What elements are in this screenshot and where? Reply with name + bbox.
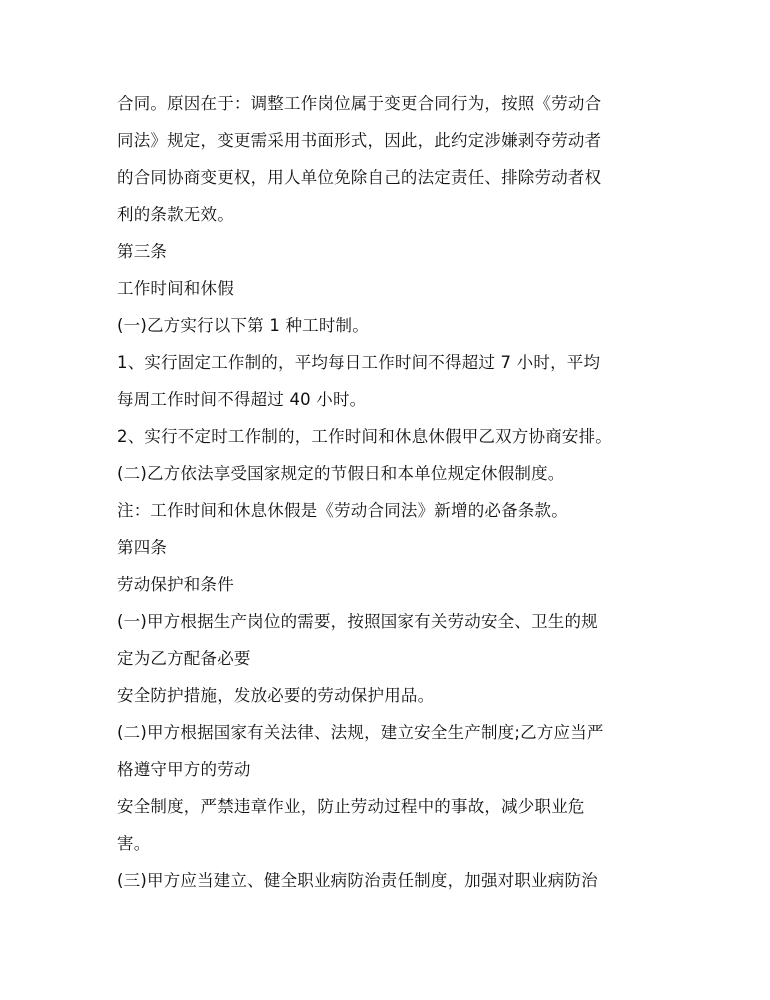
- text-line: (一)甲方根据生产岗位的需要，按照国家有关劳动安全、卫生的规: [117, 612, 598, 631]
- text-line: 害。: [117, 834, 151, 853]
- note-line: 注：工作时间和休息休假是《劳动合同法》新增的必备条款。: [117, 501, 568, 520]
- text-line: 1、实行固定工作制的，平均每日工作时间不得超过 7 小时，平均: [117, 353, 601, 372]
- text-line: 每周工作时间不得超过 40 小时。: [117, 390, 367, 409]
- article-heading: 第四条: [117, 538, 168, 557]
- section-title: 工作时间和休假: [117, 279, 234, 298]
- text-line: 合同。原因在于：调整工作岗位属于变更合同行为，按照《劳动合: [117, 94, 602, 113]
- document-body: [117, 85, 657, 899]
- section-title: 劳动保护和条件: [117, 575, 234, 594]
- text-line: 的合同协商变更权，用人单位免除自己的法定责任、排除劳动者权: [117, 168, 602, 187]
- text-line: 格遵守甲方的劳动: [117, 760, 251, 779]
- text-line: 安全制度，严禁违章作业，防止劳动过程中的事故，减少职业危: [117, 797, 585, 816]
- text-line: (二)乙方依法享受国家规定的节假日和本单位规定休假制度。: [117, 464, 565, 483]
- text-line: (二)甲方根据国家有关法律、法规，建立安全生产制度;乙方应当严: [117, 723, 604, 742]
- text-line: 利的条款无效。: [117, 205, 234, 224]
- text-line: 同法》规定，变更需采用书面形式，因此，此约定涉嫌剥夺劳动者: [117, 131, 602, 150]
- text-line: 安全防护措施，发放必要的劳动保护用品。: [117, 686, 435, 705]
- text-line: 定为乙方配备必要: [117, 649, 251, 668]
- text-line: (一)乙方实行以下第 1 种工时制。: [117, 316, 369, 335]
- text-line: (三)甲方应当建立、健全职业病防治责任制度，加强对职业病防治: [117, 871, 598, 890]
- article-heading: 第三条: [117, 242, 168, 261]
- text-line: 2、实行不定时工作制的，工作时间和休息休假甲乙双方协商安排。: [117, 427, 612, 446]
